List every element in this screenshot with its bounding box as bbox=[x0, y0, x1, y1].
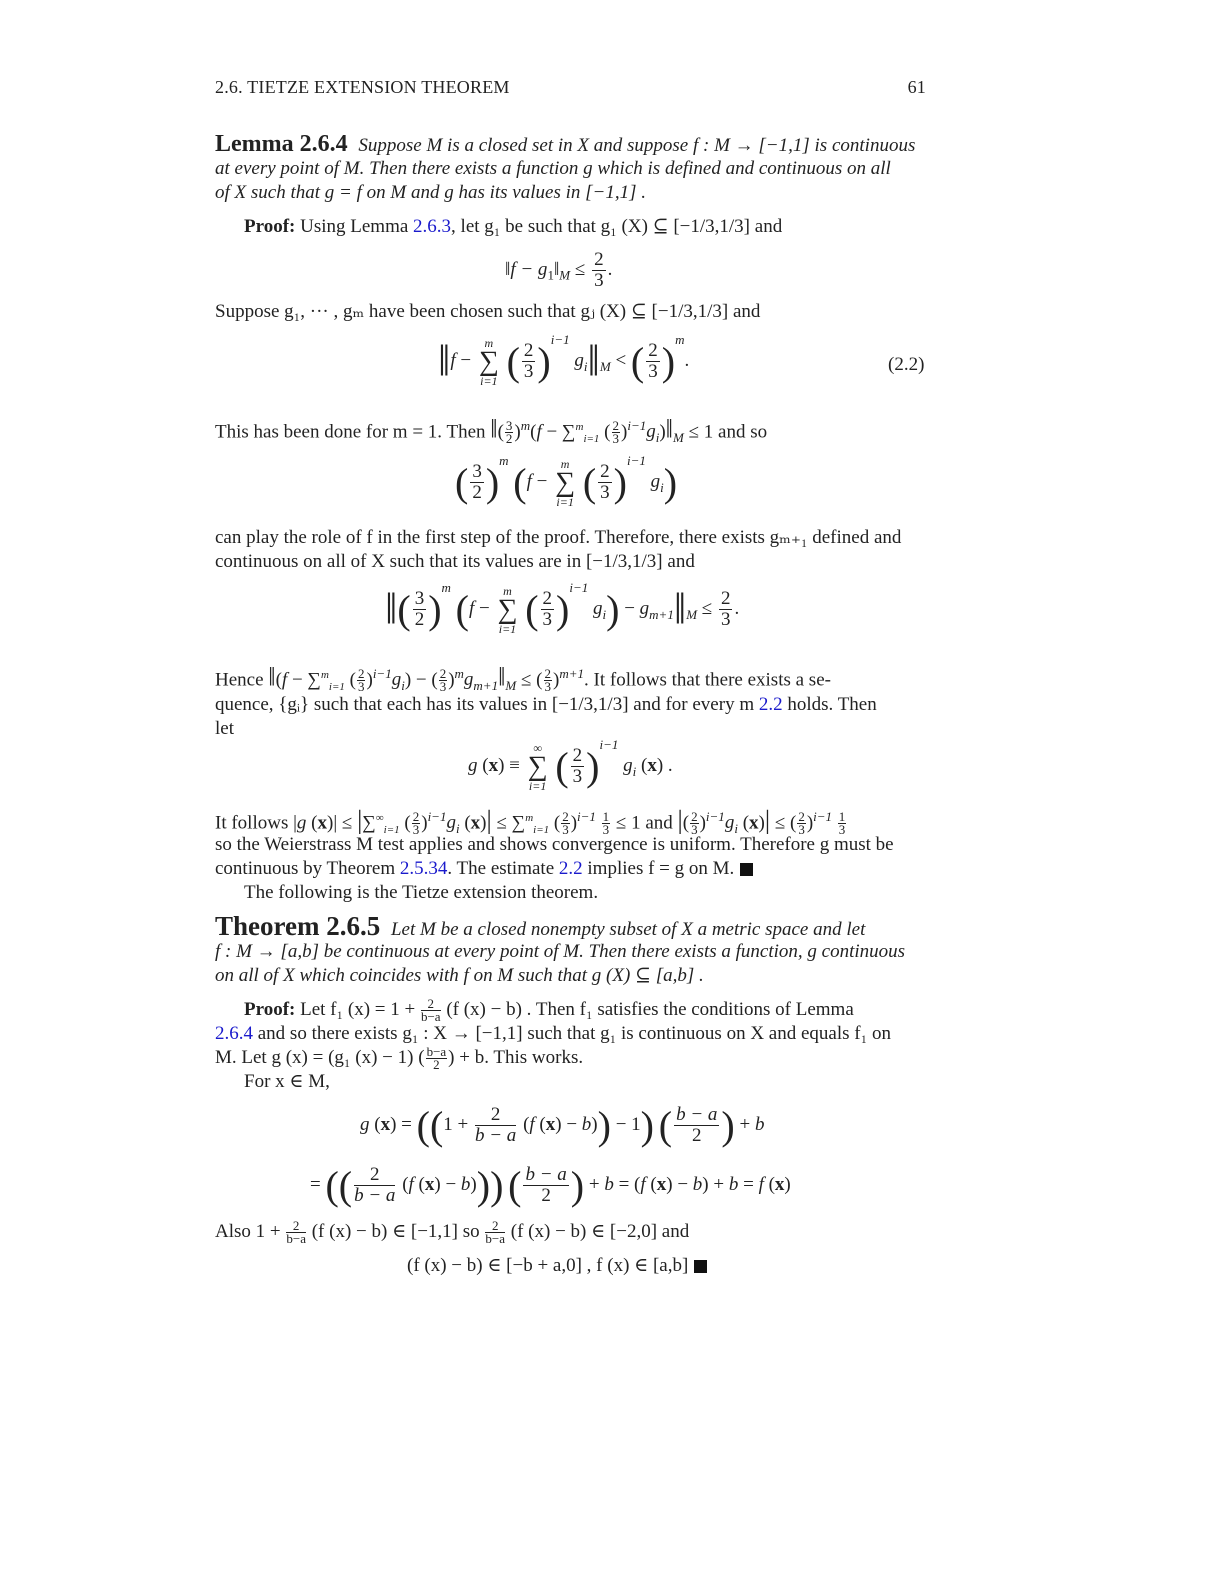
theorem-statement-line-3: on all of X which coincides with f on M such that g (X) ⊆ [a,b] . bbox=[215, 965, 704, 986]
equation-final-range: (f (x) − b) ∈ [−b + a,0] , f (x) ∈ [a,b] bbox=[407, 1254, 707, 1277]
running-head bbox=[215, 77, 926, 98]
proof2-line-1: Proof: Let f₁ (x) = 1 + $\frac{2}{b-a}$ (f (x) − b) . Then f₁ satisfies the conditions of Lemma bbox=[244, 996, 854, 1025]
ref-lemma-2-6-4[interactable]: 2.6.4 bbox=[215, 1023, 253, 1044]
equation-definition-g: g (x) ≡ ∞ ∑ i=1 ( $\frac{2}{3}$ )$^{i-1}$ $g_i$ (x) . bbox=[468, 737, 673, 793]
theorem-label: Theorem 2.6.5 bbox=[215, 911, 381, 941]
proof-line-8: let bbox=[215, 718, 234, 739]
ref-eq-2-2[interactable]: 2.2 bbox=[758, 694, 783, 715]
lemma-statement-line-2: at every point of M. Then there exists a function g which is defined and continuous on all bbox=[215, 158, 891, 179]
equation-initial-bound: ‖f − $g_1‖_M$ ≤ $\frac{2}{3}$ . bbox=[505, 249, 613, 291]
proof-line-6: Hence ‖(f − ∑$^m_{i=1}$ ( $\frac{2}{3}$ )$^{i-1}g_i$) − ( $\frac{2}{3}$ )$^mg_{m+1}‖_M$ ≤ ( $\frac{2}{3}$ )$^{m+1}$. It follows that there exists a se- bbox=[215, 662, 831, 695]
proof-line-5: continuous on all of X such that its values are in [−1/3,1/3] and bbox=[215, 551, 695, 572]
proof-line-1: Proof: Using Lemma 2.6.3, let g₁ be such that g₁ (X) ⊆ [−1/3,1/3] and bbox=[244, 216, 783, 237]
proof-line-10: so the Weierstrass M test applies and shows convergence is uniform. Therefore g must be bbox=[215, 834, 894, 855]
proof-line-3: This has been done for m = 1. Then ‖( $\frac{3}{2}$ )$^m$(f − ∑$^m_{i=1}$ ( $\frac{2}{3}$ )$^{i-1}g_i)‖_M \le 1$ and so bbox=[215, 414, 768, 447]
qed-square-icon-2 bbox=[694, 1260, 707, 1273]
qed-square-icon bbox=[740, 863, 753, 876]
lemma-label: Lemma 2.6.4 bbox=[215, 131, 348, 157]
theorem-statement-line-1: Theorem 2.6.5 Let M be a closed nonempty subset of X a metric space and let bbox=[215, 911, 866, 941]
equation-g-expansion-2: = (( $\frac{2}{b - a}$ (f (x) − b))) ( $\frac{b - a}{2}$ ) + b = (f (x) − b) + b = f (x) bbox=[310, 1163, 791, 1208]
proof2-line-5: Also 1 + $\frac{2}{b-a}$ (f (x) − b) ∈ [−1,1] so $\frac{2}{b-a}$ (f (x) − b) ∈ [−2,0] and bbox=[215, 1218, 690, 1247]
proof-label: Proof: bbox=[244, 216, 296, 237]
ref-theorem-2-5-34[interactable]: 2.5.34 bbox=[399, 858, 448, 879]
proof-line-2: Suppose g₁, ··· , gₘ have been chosen such that gⱼ (X) ⊆ [−1/3,1/3] and bbox=[215, 301, 761, 322]
equation-number-2-2: (2.2) bbox=[888, 354, 925, 375]
equation-scaled-remainder: ( $\frac{3}{2}$ )$^m$ (f − m ∑ i=1 ( $\frac{2}{3}$ )$^{i-1}$ $g_i$) bbox=[455, 453, 678, 509]
theorem-statement-line-2: f : M → [a,b] be continuous at every point of M. Then there exists a function, g continuous bbox=[215, 941, 906, 962]
proof-line-9: It follows |g $(x)| \le |\sum^\infty_{i=1}$ ( $\frac{2}{3}$ )$^{i-1}g_i$ (x)| ≤ ∑$^m_{i=1}$ ( $\frac{2}{3}$ )$^{i-1}$ $\frac{1}{3}$ ≤ 1 and |( $\frac{2}{3}$ )$^{i-1}g_i$ (x)| ≤ ( $\frac{2}{3}$ )$^{i-1}$ $\frac{1}{3}$ bbox=[215, 805, 846, 838]
page-number: 61 bbox=[907, 77, 926, 97]
proof2-label: Proof: bbox=[244, 999, 296, 1020]
proof2-line-2: 2.6.4 and so there exists g₁ : X → [−1,1] such that g₁ is continuous on X and equals f₁ on bbox=[215, 1023, 891, 1044]
proof-line-7: quence, {gᵢ} such that each has its values in [−1/3,1/3] and for every m 2.2 holds. Then bbox=[215, 694, 877, 715]
equation-2-2: ‖f − m ∑ i=1 ( $\frac{2}{3}$ )$^{i-1}$ $g_i‖_M$ < ( $\frac{2}{3}$ )$^m$. bbox=[438, 332, 690, 388]
lemma-statement-line-3: of X such that g = f on M and g has its values in [−1,1] . bbox=[215, 182, 646, 203]
ref-lemma-2-6-3[interactable]: 2.6.3 bbox=[413, 216, 452, 237]
proof2-line-3: M. Let g (x) = (g₁ (x) − 1) ( $\frac{b-a}{2}$ ) + b. This works. bbox=[215, 1044, 584, 1073]
section-title: 2.6. TIETZE EXTENSION THEOREM bbox=[215, 77, 510, 97]
proof-line-4: can play the role of f in the first step of the proof. Therefore, there exists gₘ₊₁ defined and bbox=[215, 527, 902, 548]
lemma-statement-line-1: Lemma 2.6.4 Suppose M is a closed set in X and suppose f : M → [−1,1] is continuous bbox=[215, 131, 916, 157]
equation-g-expansion-1: g (x) = ((1 + $\frac{2}{b - a}$ (f (x) − b)) − 1) ( $\frac{b - a}{2}$ ) + b bbox=[360, 1103, 765, 1148]
equation-next-step: ‖( $\frac{3}{2}$ )$^m$ (f − m ∑ i=1 ( $\frac{2}{3}$ )$^{i-1}$ $g_i$) − $g_{m+1}‖_M$ ≤ $\frac{2}{3}$ . bbox=[385, 580, 740, 636]
proof-line-12: The following is the Tietze extension theorem. bbox=[244, 882, 599, 903]
proof-line-11: continuous by Theorem 2.5.34. The estimate 2.2 implies f = g on M. bbox=[215, 857, 927, 881]
proof2-line-4: For x ∈ M, bbox=[244, 1071, 330, 1092]
ref-eq-2-2-b[interactable]: 2.2 bbox=[558, 858, 583, 879]
